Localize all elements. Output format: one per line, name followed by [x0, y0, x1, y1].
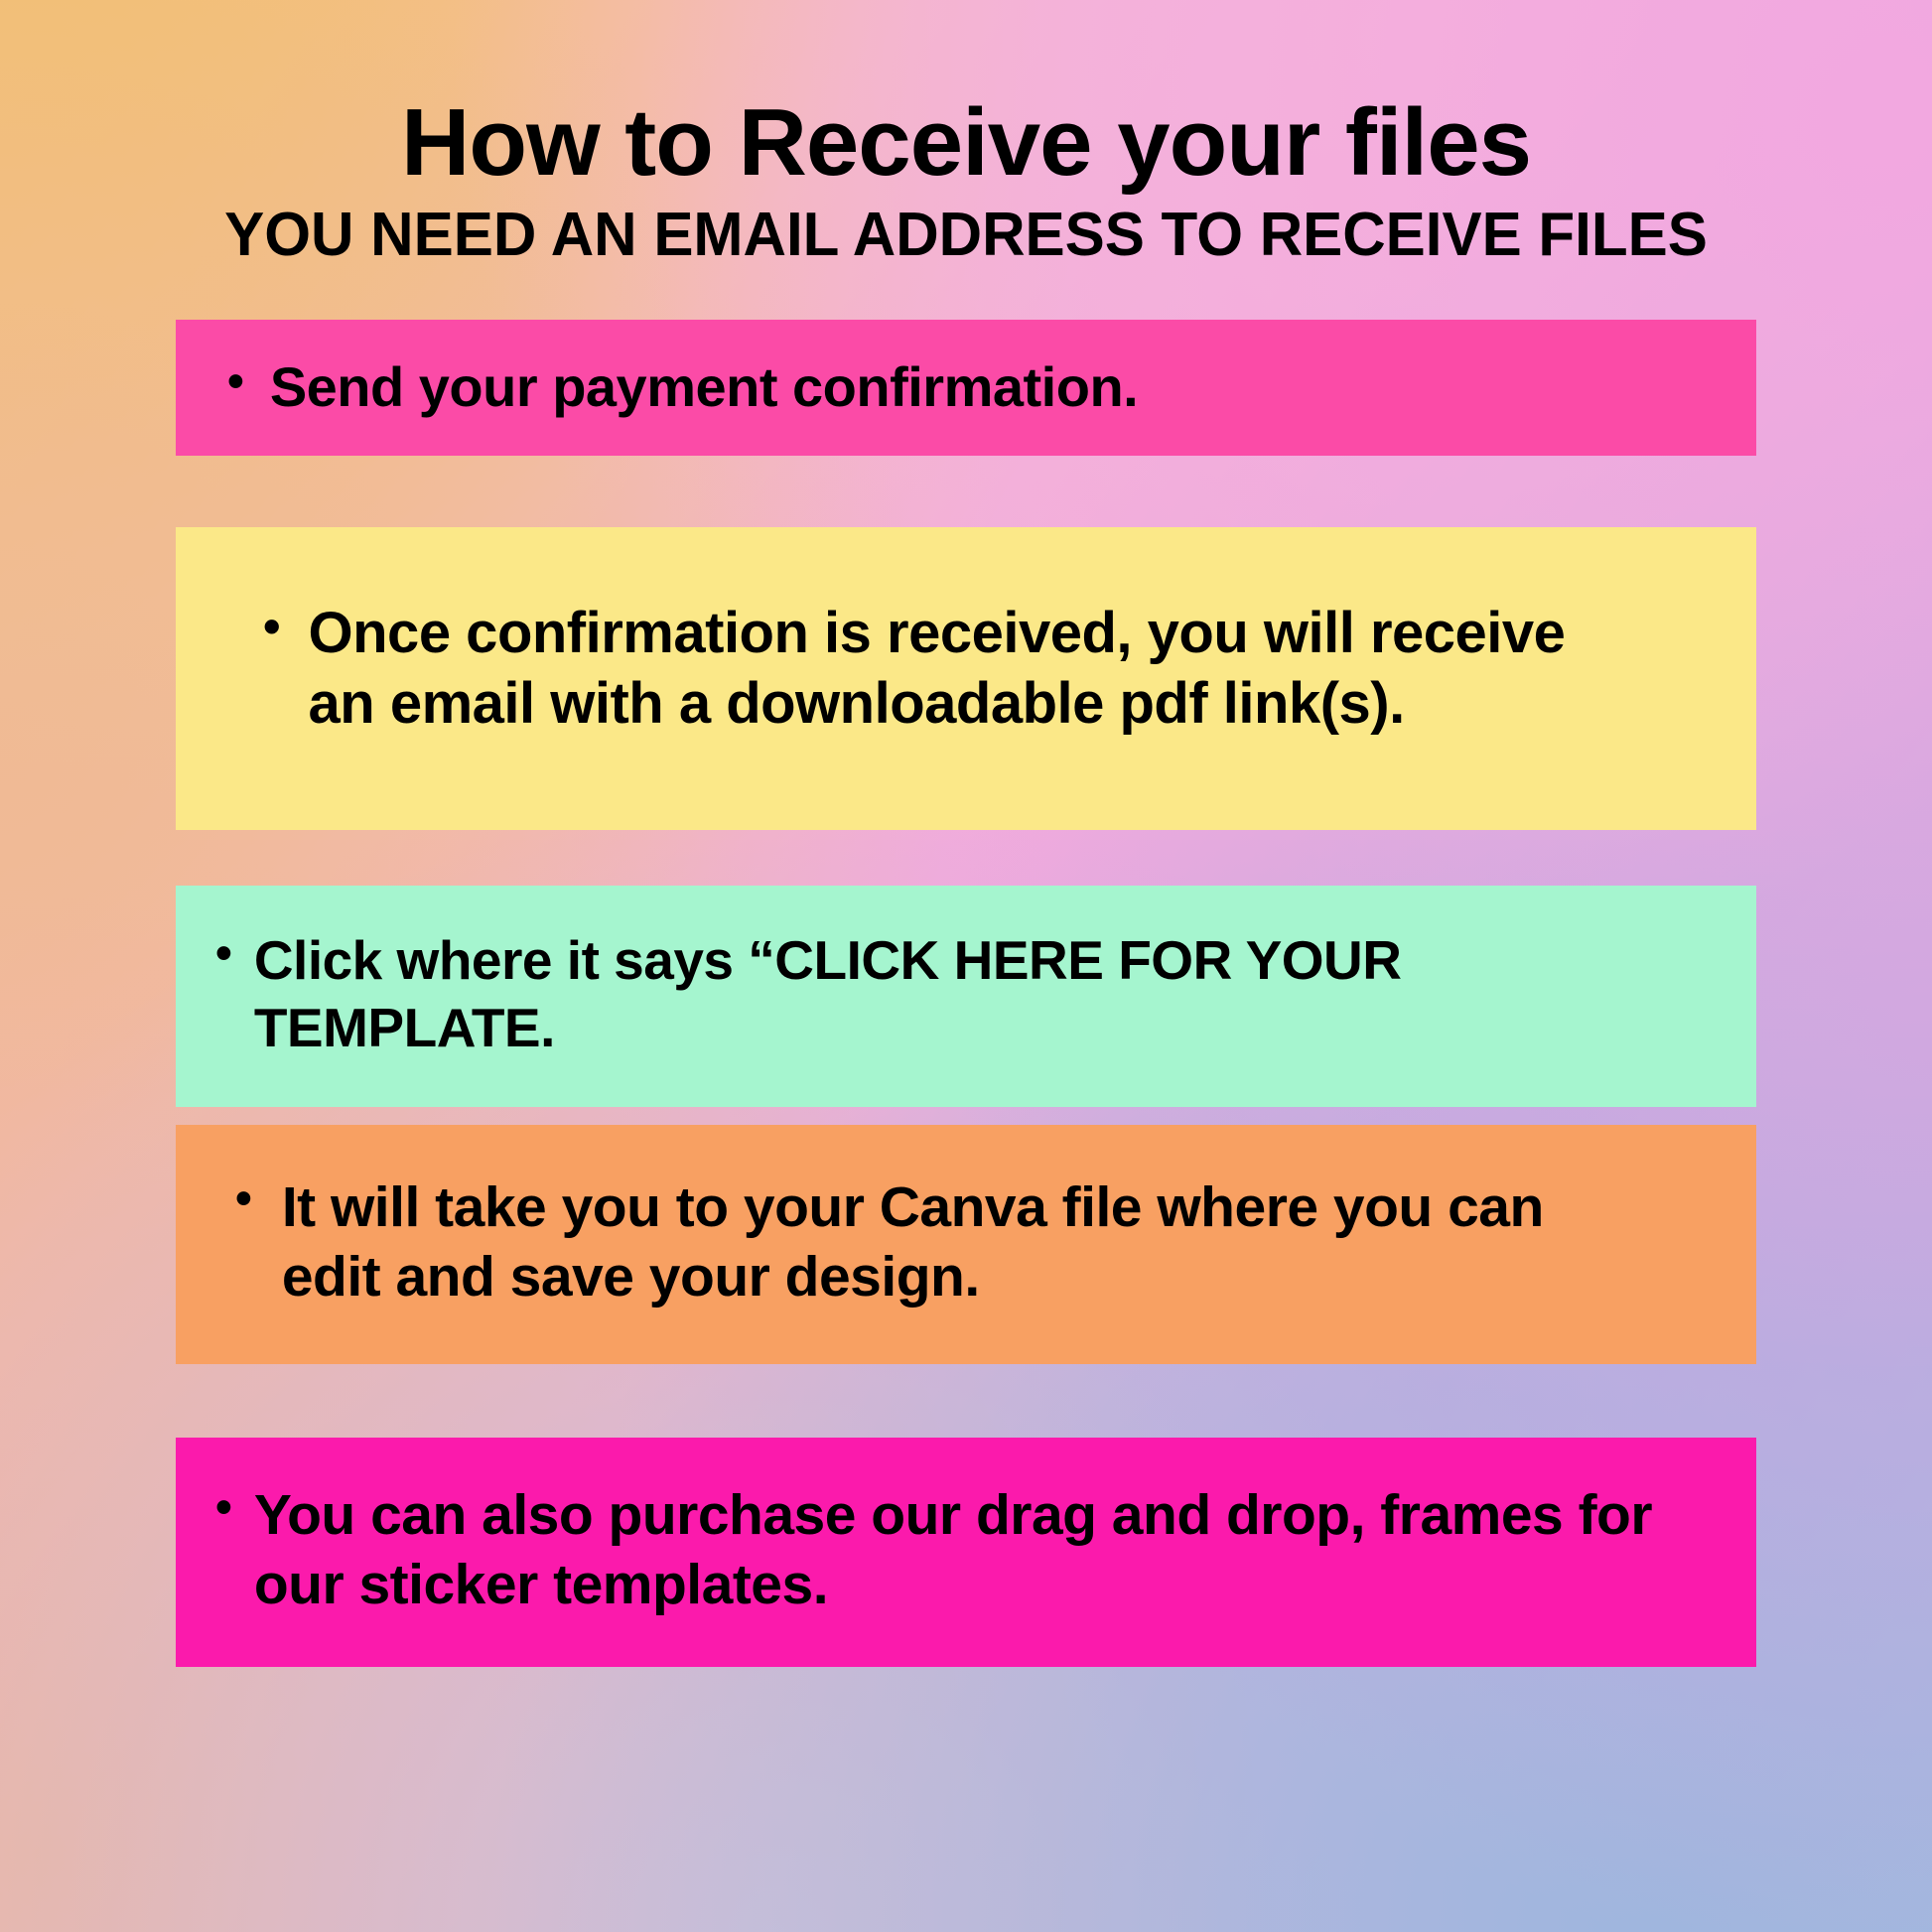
bullet-icon: •: [235, 1172, 252, 1225]
list-item-text: Send your payment confirmation.: [269, 355, 1139, 418]
list-item-text: You can also purchase our drag and drop, frames for our sticker templates.: [253, 1482, 1653, 1616]
bullet-icon: •: [227, 355, 244, 408]
bullet-icon: •: [263, 598, 281, 654]
steps-list: [0, 320, 1932, 1667]
list-item: [176, 1438, 1756, 1667]
list-item: [176, 527, 1756, 831]
list-item: [176, 1125, 1756, 1364]
list-item-text: It will take you to your Canva file where you can edit and save your design.: [281, 1174, 1544, 1310]
list-item-text: Once confirmation is received, you will receive an email with a downloadable pdf link(s).: [308, 600, 1566, 736]
page-subtitle: YOU NEED AN EMAIL ADDRESS TO RECEIVE FILES: [224, 201, 1708, 269]
page-title: How to Receive your files: [400, 89, 1531, 196]
list-item: [176, 886, 1756, 1106]
title-group: [0, 0, 1932, 269]
list-item-text: Click where it says “CLICK HERE FOR YOUR TEMPLATE.: [253, 929, 1402, 1058]
bullet-icon: •: [215, 1480, 232, 1534]
bullet-icon: •: [215, 927, 232, 981]
list-item: [176, 320, 1756, 456]
